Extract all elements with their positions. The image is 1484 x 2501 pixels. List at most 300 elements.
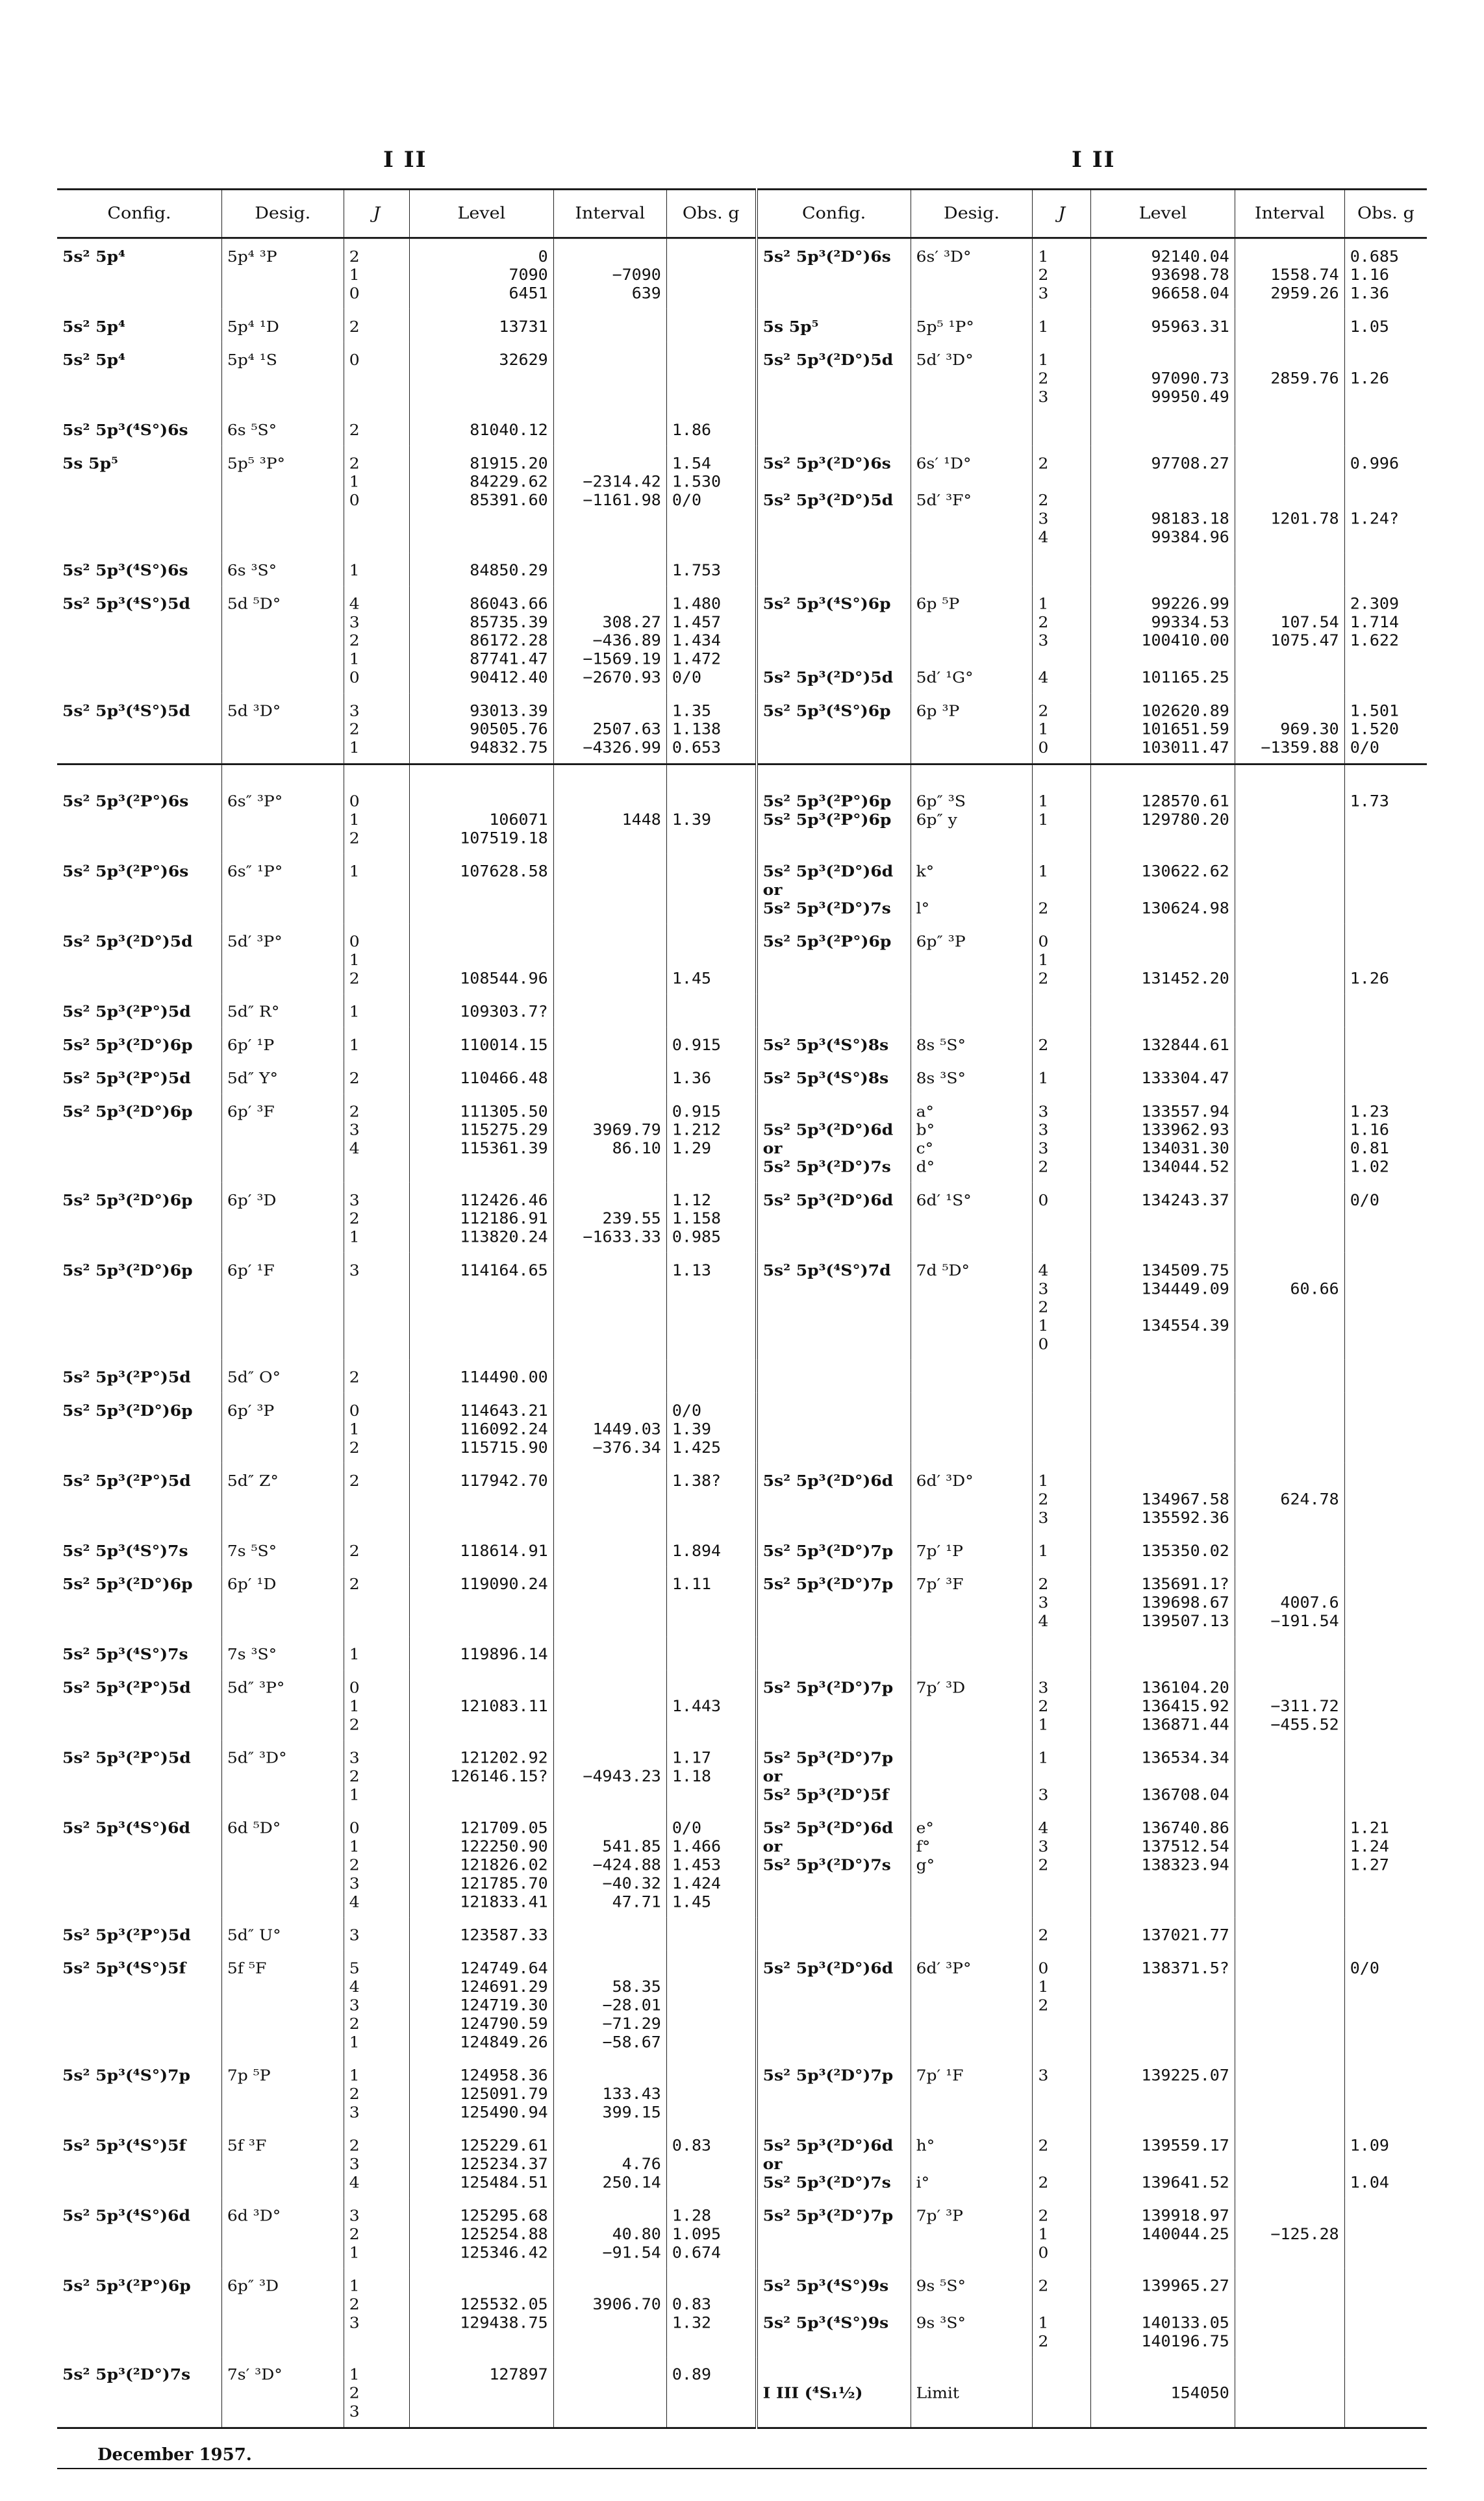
g-cell: 1.21 1.24 1.27 <box>1344 1810 1427 1917</box>
interval-cell: 2507.63 −4326.99 <box>553 693 666 764</box>
config-cell: 5s² 5p³(⁴S°)6s <box>62 421 188 439</box>
interval-cell <box>553 854 666 924</box>
interval-cell: 60.66 <box>1235 1253 1344 1360</box>
table-row <box>57 1917 1427 1950</box>
desig-cell <box>911 553 1033 586</box>
table-row <box>57 994 1427 1027</box>
config-cell: 5s² 5p³(²D°)7p <box>757 2198 911 2268</box>
desig-cell: 5d″ Z° <box>221 1463 344 1533</box>
desig-cell: 7p′ ¹P <box>911 1533 1033 1566</box>
level-cell: 119090.24 <box>410 1566 554 1637</box>
table-row <box>57 1360 1427 1393</box>
levels-table <box>57 188 1427 2429</box>
table-row <box>57 1670 1427 1740</box>
level-cell: 93013.39 90505.76 94832.75 <box>410 693 554 764</box>
header-level: Level <box>410 189 554 238</box>
level-cell: 135691.1? 139698.67 139507.13 <box>1091 1566 1235 1637</box>
config-cell: 5s² 5p³(²D°)6d or 5s² 5p³(²D°)7s <box>757 2128 911 2198</box>
level-cell: 128570.61 129780.20 <box>1091 784 1235 854</box>
config-cell: 5s² 5p⁴ <box>62 351 125 369</box>
level-cell: 139918.97 140044.25 <box>1091 2198 1235 2268</box>
j-cell: 2 <box>344 309 409 342</box>
level-cell <box>1091 1393 1235 1463</box>
level-cell: 109303.7? <box>410 994 554 1027</box>
level-cell: 134509.75 134449.09 134554.39 <box>1091 1253 1235 1360</box>
interval-cell <box>1235 1637 1344 1670</box>
g-cell: 0.915 <box>666 1027 756 1061</box>
g-cell: 1.11 <box>666 1566 756 1637</box>
j-cell: 3 2 1 <box>1033 1670 1091 1740</box>
table-row <box>57 342 1427 412</box>
interval-cell <box>1235 1917 1344 1950</box>
desig-cell: 5p⁴ ³P <box>221 238 344 308</box>
desig-cell <box>911 1360 1033 1393</box>
table-row <box>57 553 1427 586</box>
interval-cell <box>1235 994 1344 1027</box>
desig-cell: 9s ⁵S° 9s ³S° <box>911 2268 1033 2357</box>
desig-cell: 5d ³D° <box>221 693 344 764</box>
desig-cell: 6s″ ¹P° <box>221 854 344 924</box>
divider-cell <box>1033 764 1091 784</box>
table-row <box>57 1951 1427 2058</box>
g-cell: 1.35 1.138 0.653 <box>666 693 756 764</box>
interval-cell <box>1235 309 1344 342</box>
config-cell: 5s² 5p³(²P°)6s <box>62 862 189 881</box>
g-cell: 1.13 <box>666 1253 756 1360</box>
header-config-right: Config. <box>757 189 911 238</box>
config-cell <box>757 1360 911 1393</box>
desig-cell: 7d ⁵D° <box>911 1253 1033 1360</box>
desig-cell: 6p′ ¹P <box>221 1027 344 1061</box>
g-cell <box>1344 1917 1427 1950</box>
desig-cell: 8s ⁵S° <box>911 1027 1033 1061</box>
config-cell: 5s² 5p³(²D°)6d <box>757 1183 911 1253</box>
level-cell: 108544.96 <box>410 924 554 994</box>
table-row <box>57 446 1427 553</box>
desig-cell: 6p ³P <box>911 693 1033 764</box>
desig-cell: Limit <box>911 2357 1033 2428</box>
g-cell <box>1344 1533 1427 1566</box>
interval-cell: 541.85 −424.88 −40.32 47.71 <box>553 1810 666 1917</box>
header-level-right: Level <box>1091 189 1235 238</box>
level-cell <box>1091 994 1235 1027</box>
interval-cell: 1558.74 2959.26 <box>1235 238 1344 308</box>
config-cell: 5s² 5p³(⁴S°)5d <box>62 594 190 613</box>
config-cell: 5s² 5p³(²P°)5d <box>62 1368 191 1387</box>
j-cell: 2 2 <box>1033 2128 1091 2198</box>
interval-cell <box>553 1566 666 1637</box>
desig-cell: 6d′ ³D° <box>911 1463 1033 1533</box>
interval-cell: 2859.76 <box>1235 342 1344 412</box>
desig-cell: 8s ³S° <box>911 1061 1033 1094</box>
j-cell <box>1033 412 1091 446</box>
g-cell: 1.09 1.04 <box>1344 2128 1427 2198</box>
j-cell <box>1033 553 1091 586</box>
j-cell: 0 1 2 <box>344 784 409 854</box>
j-cell: 2 1 0 <box>344 446 409 553</box>
j-cell: 3 2 1 <box>344 693 409 764</box>
level-cell: 154050 <box>1091 2357 1235 2428</box>
j-cell: 3 <box>1033 2057 1091 2128</box>
j-cell <box>1033 1360 1091 1393</box>
interval-cell <box>1235 1061 1344 1094</box>
desig-cell <box>911 1740 1033 1810</box>
config-cell: 5s² 5p³(²D°)6p <box>62 1036 193 1054</box>
level-cell <box>1091 412 1235 446</box>
j-cell: 2 3 4 <box>1033 1566 1091 1637</box>
config-cell: 5s² 5p³(²D°)6d <box>757 1463 911 1533</box>
g-cell: 1.28 1.095 0.674 <box>666 2198 756 2268</box>
desig-cell: k° l° <box>911 854 1033 924</box>
level-cell: 136104.20 136415.92 136871.44 <box>1091 1670 1235 1740</box>
level-cell: 112426.46 112186.91 113820.24 <box>410 1183 554 1253</box>
g-cell <box>1344 994 1427 1027</box>
level-cell: 111305.50 115275.29 115361.39 <box>410 1094 554 1182</box>
desig-cell: 6d ³D° <box>221 2198 344 2268</box>
j-cell <box>1033 994 1091 1027</box>
table-row <box>57 784 1427 854</box>
desig-cell: 6d′ ³P° <box>911 1951 1033 2058</box>
interval-cell <box>1235 854 1344 924</box>
j-cell: 3 2 1 <box>344 1183 409 1253</box>
j-cell: 3 <box>344 1253 409 1360</box>
divider-cell <box>757 764 911 784</box>
g-cell: 0.996 1.24? <box>1344 446 1427 553</box>
config-cell: 5s² 5p⁴ <box>62 247 125 266</box>
desig-cell: 7s ³S° <box>221 1637 344 1670</box>
interval-cell <box>1235 2128 1344 2198</box>
j-cell: 1 <box>344 553 409 586</box>
table-row <box>57 1027 1427 1061</box>
g-cell <box>666 854 756 924</box>
desig-cell: 6p′ ¹F <box>221 1253 344 1360</box>
config-cell: 5s² 5p³(²D°)5d <box>757 342 911 412</box>
interval-cell <box>1235 2057 1344 2128</box>
config-cell: 5s² 5p³(²P°)6p <box>757 924 911 994</box>
g-cell <box>1344 1566 1427 1637</box>
interval-cell <box>553 994 666 1027</box>
desig-cell: 5d″ ³P° <box>221 1670 344 1740</box>
g-cell: 1.443 <box>666 1670 756 1740</box>
desig-cell: 5p⁵ ¹P° <box>911 309 1033 342</box>
config-cell: 5s² 5p⁴ <box>62 318 125 336</box>
g-cell: 1.480 1.457 1.434 1.472 0/0 <box>666 586 756 693</box>
desig-cell: 5p⁵ ³P° <box>221 446 344 553</box>
level-cell: 114643.21 116092.24 115715.90 <box>410 1393 554 1463</box>
interval-cell <box>553 1637 666 1670</box>
desig-cell: 7p ⁵P <box>221 2057 344 2128</box>
config-cell: 5s² 5p³(²P°)6p 5s² 5p³(²P°)6p <box>757 784 911 854</box>
interval-cell: 624.78 <box>1235 1463 1344 1533</box>
j-cell: 4 3 2 <box>1033 1810 1091 1917</box>
j-cell <box>1033 2357 1091 2428</box>
g-cell <box>1344 553 1427 586</box>
g-cell: 0.83 <box>666 2128 756 2198</box>
level-cell: 32629 <box>410 342 554 412</box>
config-cell: 5s² 5p³(⁴S°)5f <box>62 1959 186 1978</box>
header-interval-right: Interval <box>1235 189 1344 238</box>
table-row <box>57 1533 1427 1566</box>
interval-cell: 969.30 −1359.88 <box>1235 693 1344 764</box>
interval-cell <box>1235 784 1344 854</box>
j-cell: 2 <box>344 1360 409 1393</box>
g-cell <box>1344 1670 1427 1740</box>
g-cell: 2.309 1.714 1.622 <box>1344 586 1427 693</box>
g-cell: 0/0 <box>1344 1951 1427 2058</box>
interval-cell: −2314.42 −1161.98 <box>553 446 666 553</box>
interval-cell <box>553 2357 666 2428</box>
desig-cell: 5d″ O° <box>221 1360 344 1393</box>
g-cell <box>666 1360 756 1393</box>
divider-cell <box>666 764 756 784</box>
interval-cell: 1448 <box>553 784 666 854</box>
j-cell: 2 1 0 <box>1033 2198 1091 2268</box>
desig-cell: a° b° c° d° <box>911 1094 1033 1182</box>
interval-cell: 133.43 399.15 <box>553 2057 666 2128</box>
g-cell <box>1344 1061 1427 1094</box>
level-cell: 124958.36 125091.79 125490.94 <box>410 2057 554 2128</box>
config-cell: 5s² 5p³(²D°)7p or 5s² 5p³(²D°)5f <box>757 1740 911 1810</box>
desig-cell: 6p′ ³P <box>221 1393 344 1463</box>
j-cell: 2 <box>344 1566 409 1637</box>
interval-cell <box>1235 1740 1344 1810</box>
table-row <box>57 1183 1427 1253</box>
interval-cell <box>1235 1810 1344 1917</box>
interval-cell <box>1235 2357 1344 2428</box>
config-cell: 5s² 5p³(²D°)6p <box>62 1575 193 1593</box>
level-cell <box>1091 1637 1235 1670</box>
level-cell: 134967.58 135592.36 <box>1091 1463 1235 1533</box>
g-cell <box>666 309 756 342</box>
interval-cell <box>1235 1360 1344 1393</box>
config-cell <box>757 553 911 586</box>
desig-cell: 5f ⁵F <box>221 1951 344 2058</box>
config-cell: 5s² 5p³(²D°)7p <box>757 1566 911 1637</box>
level-cell: 114164.65 <box>410 1253 554 1360</box>
g-cell: 1.45 <box>666 924 756 994</box>
config-cell: 5s² 5p³(⁴S°)5f <box>62 2136 186 2155</box>
table-row <box>57 1463 1427 1533</box>
j-cell: 4 3 2 1 0 <box>344 586 409 693</box>
level-cell: 84850.29 <box>410 553 554 586</box>
j-cell: 1 2 3 <box>1033 238 1091 308</box>
divider-cell <box>221 764 344 784</box>
g-cell <box>1344 854 1427 924</box>
interval-cell: 58.35 −28.01 −71.29 −58.67 <box>553 1951 666 2058</box>
level-cell: 133557.94 133962.93 134031.30 134044.52 <box>1091 1094 1235 1182</box>
table-row <box>57 1061 1427 1094</box>
interval-cell: 3906.70 <box>553 2268 666 2357</box>
desig-cell <box>911 994 1033 1027</box>
table-row <box>57 2057 1427 2128</box>
j-cell: 1 2 3 <box>344 2057 409 2128</box>
g-cell: 0.915 1.212 1.29 <box>666 1094 756 1182</box>
j-cell: 1 2 3 <box>1033 342 1091 412</box>
config-cell <box>757 1637 911 1670</box>
desig-cell: 5p⁴ ¹D <box>221 309 344 342</box>
desig-cell: 5d′ ³D° <box>911 342 1033 412</box>
header-interval: Interval <box>553 189 666 238</box>
level-cell: 137021.77 <box>1091 1917 1235 1950</box>
g-cell: 1.894 <box>666 1533 756 1566</box>
g-cell <box>666 1917 756 1950</box>
interval-cell <box>553 1253 666 1360</box>
desig-cell <box>911 1637 1033 1670</box>
j-cell: 0 1 2 <box>1033 924 1091 994</box>
j-cell: 2 2 3 4 <box>1033 446 1091 553</box>
desig-cell: 5d″ R° <box>221 994 344 1027</box>
interval-cell <box>1235 1094 1344 1182</box>
interval-cell <box>553 1463 666 1533</box>
g-cell: 1.501 1.520 0/0 <box>1344 693 1427 764</box>
config-cell: 5s² 5p³(²D°)6s <box>757 238 911 308</box>
g-cell: 1.86 <box>666 412 756 446</box>
config-cell: 5s² 5p³(²D°)6d or 5s² 5p³(²D°)7s <box>757 1810 911 1917</box>
desig-cell: 6p′ ³F <box>221 1094 344 1182</box>
level-cell: 0 7090 6451 <box>410 238 554 308</box>
config-cell: 5s² 5p³(²D°)6p <box>62 1401 193 1420</box>
right-title: I II <box>1072 147 1116 173</box>
g-cell <box>1344 412 1427 446</box>
g-cell: 1.05 <box>1344 309 1427 342</box>
footer-rule <box>57 2468 1427 2469</box>
j-cell: 0 1 2 3 4 <box>344 1810 409 1917</box>
j-cell: 2 <box>1033 1027 1091 1061</box>
divider-cell <box>1235 764 1344 784</box>
level-cell: 139225.07 <box>1091 2057 1235 2128</box>
g-cell: 1.38? <box>666 1463 756 1533</box>
energy-level-table <box>57 188 1427 2429</box>
interval-cell <box>1235 1533 1344 1566</box>
left-title: I II <box>383 147 427 173</box>
table-row <box>57 586 1427 693</box>
level-cell: 119896.14 <box>410 1637 554 1670</box>
config-cell: 5s² 5p³(²P°)5d <box>62 1472 191 1490</box>
desig-cell: 7p′ ³F <box>911 1566 1033 1637</box>
level-cell <box>1091 1360 1235 1393</box>
g-cell <box>666 994 756 1027</box>
level-cell: 139965.27 140133.05 140196.75 <box>1091 2268 1235 2357</box>
desig-cell <box>911 1393 1033 1463</box>
table-row <box>57 1393 1427 1463</box>
g-cell: 0.685 1.16 1.36 <box>1344 238 1427 308</box>
g-cell <box>1344 2357 1427 2428</box>
level-cell: 114490.00 <box>410 1360 554 1393</box>
table-row <box>57 1810 1427 1917</box>
desig-cell: 6s′ ¹D° 5d′ ³F° <box>911 446 1033 553</box>
j-cell: 4 3 2 1 0 <box>1033 1253 1091 1360</box>
j-cell: 1 <box>344 1637 409 1670</box>
g-cell: 1.17 1.18 <box>666 1740 756 1810</box>
j-cell <box>1033 1637 1091 1670</box>
interval-cell <box>1235 1027 1344 1061</box>
desig-cell: 6s′ ³D° <box>911 238 1033 308</box>
config-cell: 5s² 5p³(⁴S°)8s <box>757 1027 911 1061</box>
interval-cell <box>553 1027 666 1061</box>
header-desig: Desig. <box>221 189 344 238</box>
j-cell: 5 4 3 2 1 <box>344 1951 409 2058</box>
desig-cell: h° i° <box>911 2128 1033 2198</box>
divider-cell <box>1091 764 1235 784</box>
config-cell: 5s² 5p³(²D°)7p <box>757 1533 911 1566</box>
j-cell: 1 2 <box>1033 854 1091 924</box>
level-cell: 118614.91 <box>410 1533 554 1566</box>
j-cell: 1 2 3 4 <box>1033 586 1091 693</box>
g-cell <box>666 1951 756 2058</box>
level-cell: 138371.5? <box>1091 1951 1235 2058</box>
table-row <box>57 2128 1427 2198</box>
desig-cell: 6p″ ³P <box>911 924 1033 994</box>
interval-cell: 1449.03 −376.34 <box>553 1393 666 1463</box>
j-cell: 1 <box>344 854 409 924</box>
level-cell: 97090.73 99950.49 <box>1091 342 1235 412</box>
table-body <box>57 238 1427 2428</box>
config-cell: 5s² 5p³(⁴S°)7s <box>62 1645 188 1663</box>
level-cell: 117942.70 <box>410 1463 554 1533</box>
config-cell: 5s² 5p³(⁴S°)9s 5s² 5p³(⁴S°)9s <box>757 2268 911 2357</box>
level-cell: 124749.64 124691.29 124719.30 124790.59 124849.26 <box>410 1951 554 2058</box>
config-cell: 5s² 5p³(²D°)7s <box>62 2365 191 2383</box>
config-cell: 5s² 5p³(²P°)5d <box>62 1926 191 1944</box>
config-cell: 5s 5p⁵ <box>62 454 118 472</box>
divider-cell <box>344 764 409 784</box>
level-cell: 133304.47 <box>1091 1061 1235 1094</box>
config-cell: 5s² 5p³(²D°)6p <box>62 1190 193 1209</box>
level-cell: 102620.89 101651.59 103011.47 <box>1091 693 1235 764</box>
g-cell: 1.54 1.530 0/0 <box>666 446 756 553</box>
level-cell: 92140.04 93698.78 96658.04 <box>1091 238 1235 308</box>
g-cell: 0.83 1.32 <box>666 2268 756 2357</box>
g-cell: 1.73 <box>1344 784 1427 854</box>
table-row <box>57 1253 1427 1360</box>
desig-cell: 6p ⁵P 5d′ ¹G° <box>911 586 1033 693</box>
g-cell: 1.26 <box>1344 342 1427 412</box>
level-cell: 136740.86 137512.54 138323.94 <box>1091 1810 1235 1917</box>
config-cell: 5s² 5p³(⁴S°)7s <box>62 1542 188 1560</box>
g-cell: 1.12 1.158 0.985 <box>666 1183 756 1253</box>
header-j: J <box>344 189 409 238</box>
g-cell <box>666 238 756 308</box>
table-row <box>57 2268 1427 2357</box>
g-cell <box>1344 1393 1427 1463</box>
j-cell: 1 3 <box>1033 1740 1091 1810</box>
j-cell: 0 <box>344 342 409 412</box>
g-cell: 1.23 1.16 0.81 1.02 <box>1344 1094 1427 1182</box>
level-cell: 110014.15 <box>410 1027 554 1061</box>
level-cell: 131452.20 <box>1091 924 1235 994</box>
level-cell: 106071 107519.18 <box>410 784 554 854</box>
j-cell: 1 2 3 <box>344 2357 409 2428</box>
config-cell: I III (⁴S₁½) <box>757 2357 911 2428</box>
level-cell: 107628.58 <box>410 854 554 924</box>
table-row <box>57 2198 1427 2268</box>
header-row <box>57 189 1427 238</box>
desig-cell: 5d′ ³P° <box>221 924 344 994</box>
interval-cell <box>553 1533 666 1566</box>
level-cell <box>1091 553 1235 586</box>
g-cell: 0/0 1.39 1.425 <box>666 1393 756 1463</box>
table-row <box>57 854 1427 924</box>
config-cell: 5s² 5p³(⁴S°)8s <box>757 1061 911 1094</box>
level-cell: 13731 <box>410 309 554 342</box>
interval-cell: 308.27 −436.89 −1569.19 −2670.93 <box>553 586 666 693</box>
table-row <box>57 238 1427 308</box>
section-divider <box>57 764 1427 784</box>
desig-cell <box>911 412 1033 446</box>
interval-cell: 4007.6 −191.54 <box>1235 1566 1344 1637</box>
desig-cell: 6p′ ³D <box>221 1183 344 1253</box>
interval-cell <box>553 412 666 446</box>
